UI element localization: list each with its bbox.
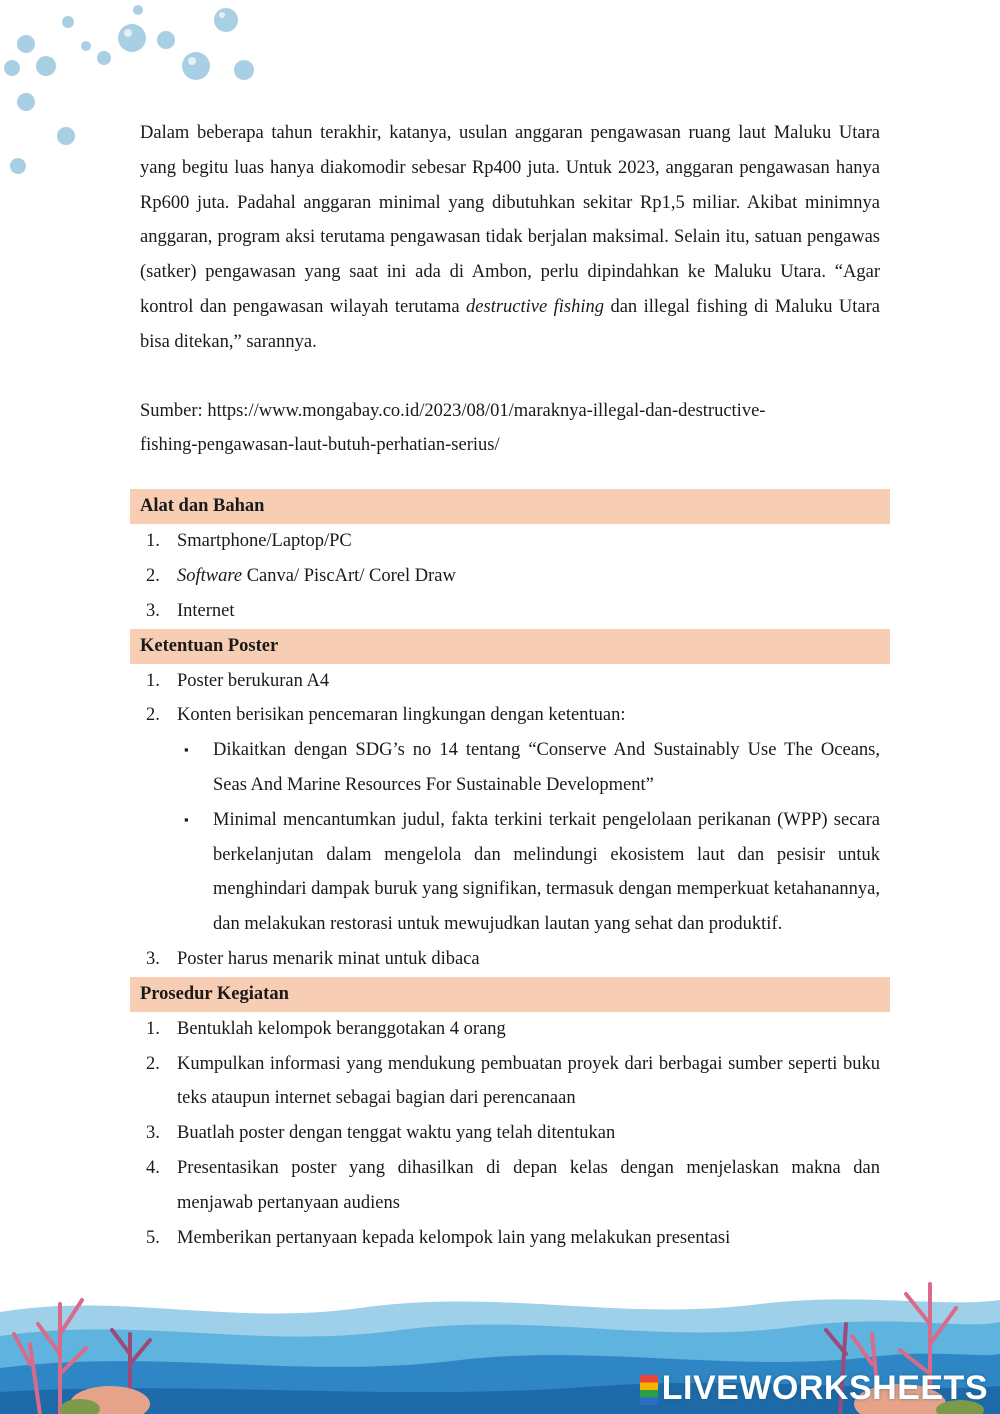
alat-bahan-list: [140, 524, 880, 628]
source-citation: Sumber: https://www.mongabay.co.id/2023/08/01/maraknya-illegal-dan-destructive- fishing-pengawasan-laut-butuh-perhatian-serius/: [140, 400, 766, 456]
source-url-continued[interactable]: fishing-pengawasan-laut-butuh-perhatian-serius/: [140, 435, 500, 456]
section-header-alat-bahan: Alat dan Bahan: [130, 489, 890, 524]
section-header-ketentuan-poster: Ketentuan Poster: [130, 629, 890, 664]
ketentuan-list: [140, 664, 880, 977]
worksheet-content: [140, 116, 880, 1255]
section-header-prosedur-kegiatan: Prosedur Kegiatan: [130, 977, 890, 1012]
list-item: 2. Konten berisikan pencemaran lingkungan dengan ketentuan: ▪ Dikaitkan dengan SDG’s no 14 tentang “Conserve And Sustainably Use The Oceans, Seas And Marine Resources For Sustainable Development” ▪ Minimal mencantumkan judul, fakta terkini terkait pengelolaan perikanan (WPP) secara berkelanjutan dalam mengelola dan melindungi ekosistem laut dan pesisir untuk menghindari dampak buruk yang signifikan, termasuk dengan memperkuat ketahanannya, dan melakukan restorasi untuk mewujudkan lautan yang sehat dan produktif.: [140, 698, 880, 942]
list-item: 1. Smartphone/Laptop/PC: [146, 531, 352, 552]
live-badge-icon: [640, 1375, 658, 1405]
list-item: 1. Poster berukuran A4: [146, 670, 330, 691]
list-item: 1. Bentuklah kelompok beranggotakan 4 orang: [146, 1018, 506, 1039]
ketentuan-sub-bullets: [177, 733, 880, 942]
prosedur-list: [140, 1012, 880, 1256]
list-item: 4. Presentasikan poster yang dihasilkan di depan kelas dengan menjelaskan makna dan menjawab pertanyaan audiens: [146, 1157, 880, 1213]
square-bullet-icon: ▪: [184, 742, 189, 758]
bullet-item: ▪ Minimal mencantumkan judul, fakta terkini terkait pengelolaan perikanan (WPP) secara berkelanjutan dalam mengelola dan melindungi ekosistem laut dan pesisir untuk menghindari dampak buruk yang signifikan, termasuk dengan memperkuat ketahanannya, dan melakukan restorasi untuk mewujudkan lautan yang sehat dan produktif.: [177, 803, 880, 942]
liveworksheets-logo: LIVEWORKSHEETS: [640, 1369, 988, 1408]
list-item: 3. Buatlah poster dengan tenggat waktu yang telah ditentukan: [146, 1123, 616, 1144]
source-url[interactable]: https://www.mongabay.co.id/2023/08/01/maraknya-illegal-dan-destructive-: [207, 400, 766, 421]
list-item: 2. Software Canva/ PiscArt/ Corel Draw: [146, 565, 456, 586]
list-item: 3. Internet: [146, 600, 235, 621]
list-item: 3. Poster harus menarik minat untuk dibaca: [146, 948, 480, 969]
list-item: 2. Kumpulkan informasi yang mendukung pembuatan proyek dari berbagai sumber seperti buku teks ataupun internet sebagai bagian dari perencanaan: [146, 1053, 880, 1109]
square-bullet-icon: ▪: [184, 811, 189, 827]
intro-paragraph: Dalam beberapa tahun terakhir, katanya, usulan anggaran pengawasan ruang laut Maluku Utara yang begitu luas hanya diakomodir sebesar Rp400 juta. Untuk 2023, anggaran pengawasan hanya Rp600 juta. Padahal anggaran minimal yang dibutuhkan sekitar Rp1,5 miliar. Akibat minimnya anggaran, program aksi terutama pengawasan tidak berjalan maksimal. Selain itu, satuan pengawas (satker) pengawasan yang saat ini ada di Ambon, perlu dipindahkan ke Maluku Utara. “Agar kontrol dan pengawasan wilayah terutama destructive fishing dan illegal fishing di Maluku Utara bisa ditekan,” sarannya.: [140, 123, 880, 352]
bullet-item: ▪ Dikaitkan dengan SDG’s no 14 tentang “Conserve And Sustainably Use The Oceans, Seas And Marine Resources For Sustainable Development”: [177, 733, 880, 803]
list-item: 5. Memberikan pertanyaan kepada kelompok lain yang melakukan presentasi: [146, 1227, 731, 1248]
